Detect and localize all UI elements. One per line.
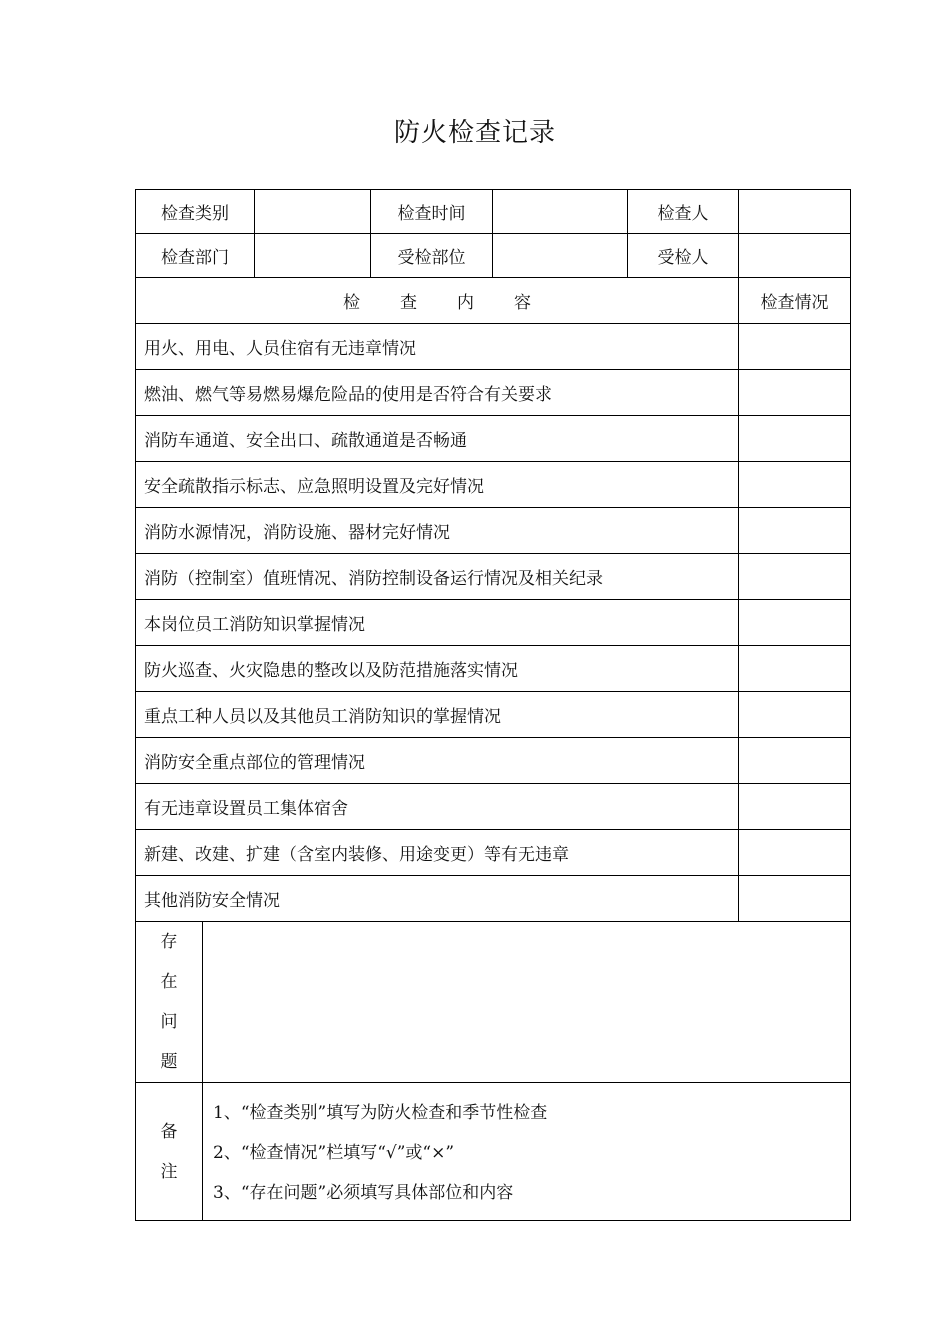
item-status-cell[interactable]: [739, 692, 851, 738]
status-column-header: 检查情况: [739, 278, 851, 324]
label-inspection-time: 检查时间: [371, 190, 493, 234]
item-text: 消防安全重点部位的管理情况: [136, 738, 739, 784]
field-inspected-person[interactable]: [739, 234, 851, 278]
label-inspection-category: 检查类别: [136, 190, 255, 234]
label-inspector: 检查人: [628, 190, 739, 234]
item-status-cell[interactable]: [739, 830, 851, 876]
item-text: 安全疏散指示标志、应急照明设置及完好情况: [136, 462, 739, 508]
item-status-cell[interactable]: [739, 508, 851, 554]
table-row: [136, 324, 851, 370]
page-title: 防火检查记录: [393, 118, 556, 148]
content-header-row: [136, 278, 851, 324]
item-text: 新建、改建、扩建（含室内装修、用途变更）等有无违章: [136, 830, 739, 876]
table-row: [136, 600, 851, 646]
label-inspected-person: 受检人: [628, 234, 739, 278]
field-inspection-time[interactable]: [493, 190, 628, 234]
remark-line: 3、“存在问题”必须填写具体部位和内容: [213, 1183, 514, 1203]
table-row: [136, 554, 851, 600]
table-row: [136, 738, 851, 784]
table-row: [136, 876, 851, 922]
item-status-cell[interactable]: [739, 324, 851, 370]
item-status-cell[interactable]: [739, 646, 851, 692]
remarks-notes: [203, 1083, 851, 1221]
item-text: 防火巡查、火灾隐患的整改以及防范措施落实情况: [136, 646, 739, 692]
header-row-1: [136, 190, 851, 234]
item-text: 消防车通道、安全出口、疏散通道是否畅通: [136, 416, 739, 462]
item-status-cell[interactable]: [739, 784, 851, 830]
item-text: 本岗位员工消防知识掌握情况: [136, 600, 739, 646]
item-status-cell[interactable]: [739, 462, 851, 508]
item-text: 用火、用电、人员住宿有无违章情况: [136, 324, 739, 370]
table-row: [136, 784, 851, 830]
field-inspection-category[interactable]: [255, 190, 371, 234]
item-status-cell[interactable]: [739, 416, 851, 462]
table-row: [136, 692, 851, 738]
item-text: 重点工种人员以及其他员工消防知识的掌握情况: [136, 692, 739, 738]
item-text: 消防（控制室）值班情况、消防控制设备运行情况及相关纪录: [136, 554, 739, 600]
item-text: 其他消防安全情况: [136, 876, 739, 922]
label-inspected-location: 受检部位: [371, 234, 493, 278]
item-status-cell[interactable]: [739, 738, 851, 784]
field-inspected-location[interactable]: [493, 234, 628, 278]
inspection-form-table: [135, 189, 851, 1221]
remark-line: 2、“检查情况”栏填写“√”或“×”: [213, 1143, 455, 1163]
item-text: 燃油、燃气等易燃易爆危险品的使用是否符合有关要求: [136, 370, 739, 416]
item-status-cell[interactable]: [739, 370, 851, 416]
remarks-row: [136, 1083, 851, 1221]
remarks-label: 备 注: [136, 1083, 203, 1221]
item-text: 消防水源情况，消防设施、器材完好情况: [136, 508, 739, 554]
field-inspector[interactable]: [739, 190, 851, 234]
label-inspection-department: 检查部门: [136, 234, 255, 278]
problems-label: 存 在 问 题: [136, 922, 203, 1083]
table-row: [136, 416, 851, 462]
header-row-2: [136, 234, 851, 278]
item-status-cell[interactable]: [739, 876, 851, 922]
item-text: 有无违章设置员工集体宿舍: [136, 784, 739, 830]
problems-row: [136, 922, 851, 1083]
item-status-cell[interactable]: [739, 554, 851, 600]
remark-line: 1、“检查类别”填写为防火检查和季节性检查: [213, 1103, 548, 1123]
table-row: [136, 370, 851, 416]
table-row: [136, 462, 851, 508]
field-inspection-department[interactable]: [255, 234, 371, 278]
table-row: [136, 830, 851, 876]
content-column-header: 检查内容: [136, 278, 739, 324]
item-status-cell[interactable]: [739, 600, 851, 646]
table-row: [136, 646, 851, 692]
problems-field[interactable]: [203, 922, 851, 1083]
table-row: [136, 508, 851, 554]
